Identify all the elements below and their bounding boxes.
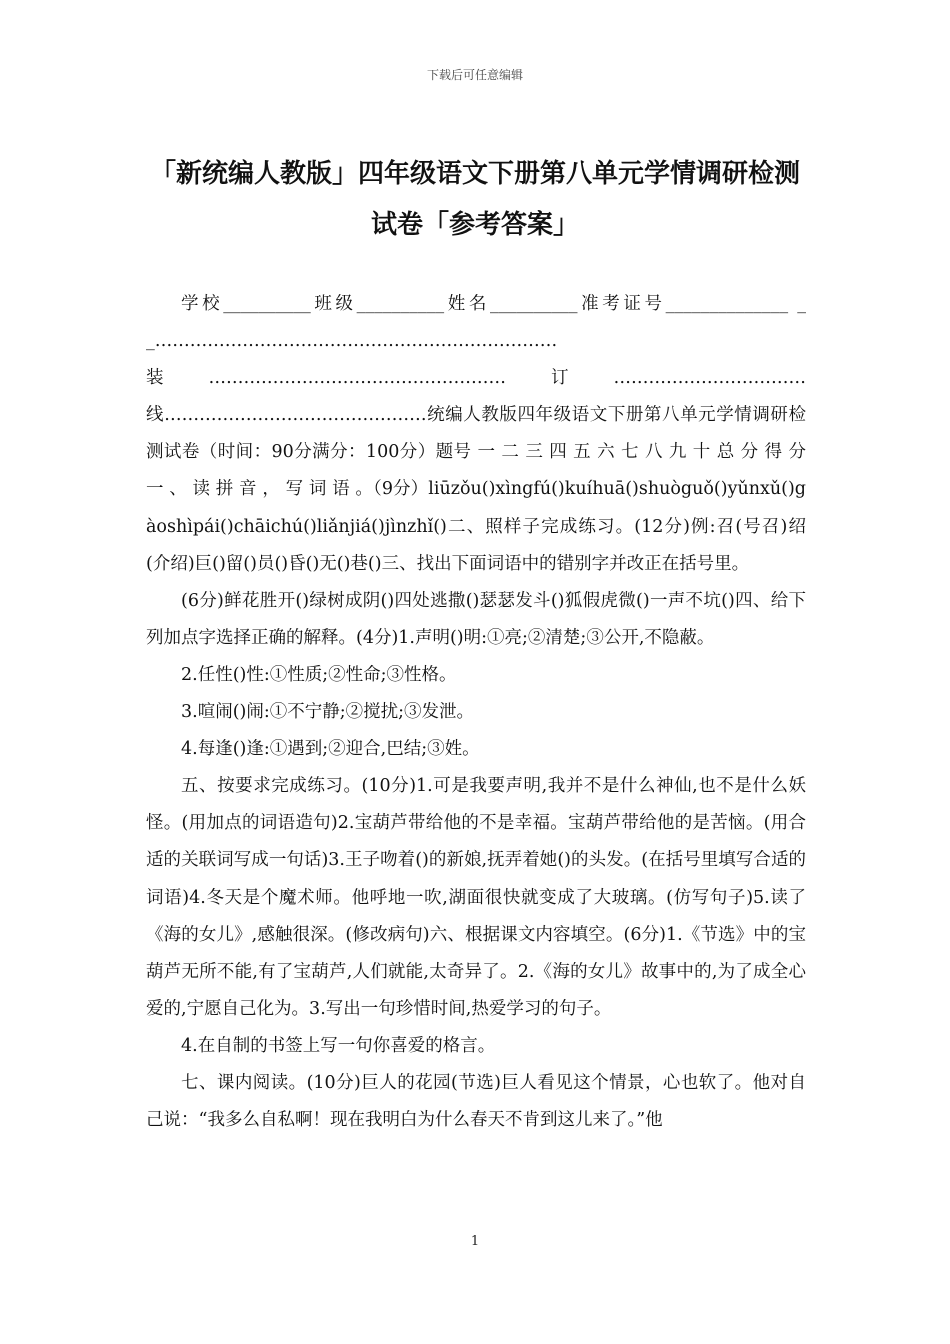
- paragraph-item-2: 2.任性()性:①性质;②性命;③性格。: [181, 664, 457, 685]
- paragraph-item-4: 4.每逢()逢:①遇到;②迎合,巴结;③姓。: [181, 739, 480, 760]
- document-body: [146, 286, 806, 1139]
- paragraph-section-3: (6分)鲜花胜开()绿树成阴()四处逃撒()瑟瑟发斗()狐假虎微()一声不坑()四、给下列加点字选择正确的解释。(4分)1.声明()明:①亮;②清楚;③公开,不隐蔽。: [146, 590, 806, 648]
- paragraph-section-7: 七、课内阅读。(10分)巨人的花园(节选)巨人看见这个情景，心也软了。他对自己说：“我多么自私啊！现在我明白为什么春天不肯到这儿来了。”他: [146, 1072, 806, 1131]
- header-note: 下载后可任意编辑: [426, 68, 523, 82]
- document-title-line-2: 试卷「参考答案」: [370, 210, 579, 240]
- page-number: 1: [470, 1234, 480, 1249]
- document-title-line-1: 「新统编人教版」四年级语文下册第八单元学情调研检测: [149, 159, 800, 189]
- paragraph-bookmark: 4.在自制的书签上写一句你喜爱的格言。: [181, 1035, 496, 1056]
- paragraph-item-3: 3.喧闹()闹:①不宁静;②搅扰;③发泄。: [181, 702, 475, 723]
- paragraph-header-info: 学校__________班级__________姓名__________准考证号______________ __……………………………………………………………装……………………………………………订……………………………线………………………………………统编人教版四年级语文下册第八单元学情调研检测试卷（时间：90分满分：100分）题号 一 二 三 四 五 六 七 八 九 十 总 分 得 分 一 、 读 拼 音 ， 写 词 语 。（9分）liūzǒu()xìngfú()kuíhuā()shuòguǒ()yǔnxǔ()gàoshìpái()chāichú()liǎnjiá()jìnzhǐ()二、照样子完成练习。(12分)例:召(号召)绍(介绍)巨()留()员()昏()无()巷()三、找出下面词语中的错别字并改正在括号里。: [146, 294, 806, 574]
- paragraph-section-5-6: 五、按要求完成练习。(10分)1.可是我要声明,我并不是什么神仙,也不是什么妖怪。(用加点的词语造句)2.宝葫芦带给他的不是幸福。宝葫芦带给他的是苦恼。(用合适的关联词写成一句话)3.王子吻着()的新娘,抚弄着她()的头发。(在括号里填写合适的词语)4.冬天是个魔术师。他呼地一吹,湖面很快就变成了大玻璃。(仿写句子)5.读了《海的女儿》,感触很深。(修改病句)六、根据课文内容填空。(6分)1.《节选》中的宝葫芦无所不能,有了宝葫芦,人们就能,太奇异了。2.《海的女儿》故事中的,为了成全心爱的,宁愿自己化为。3.写出一句珍惜时间,热爱学习的句子。: [146, 776, 806, 1019]
